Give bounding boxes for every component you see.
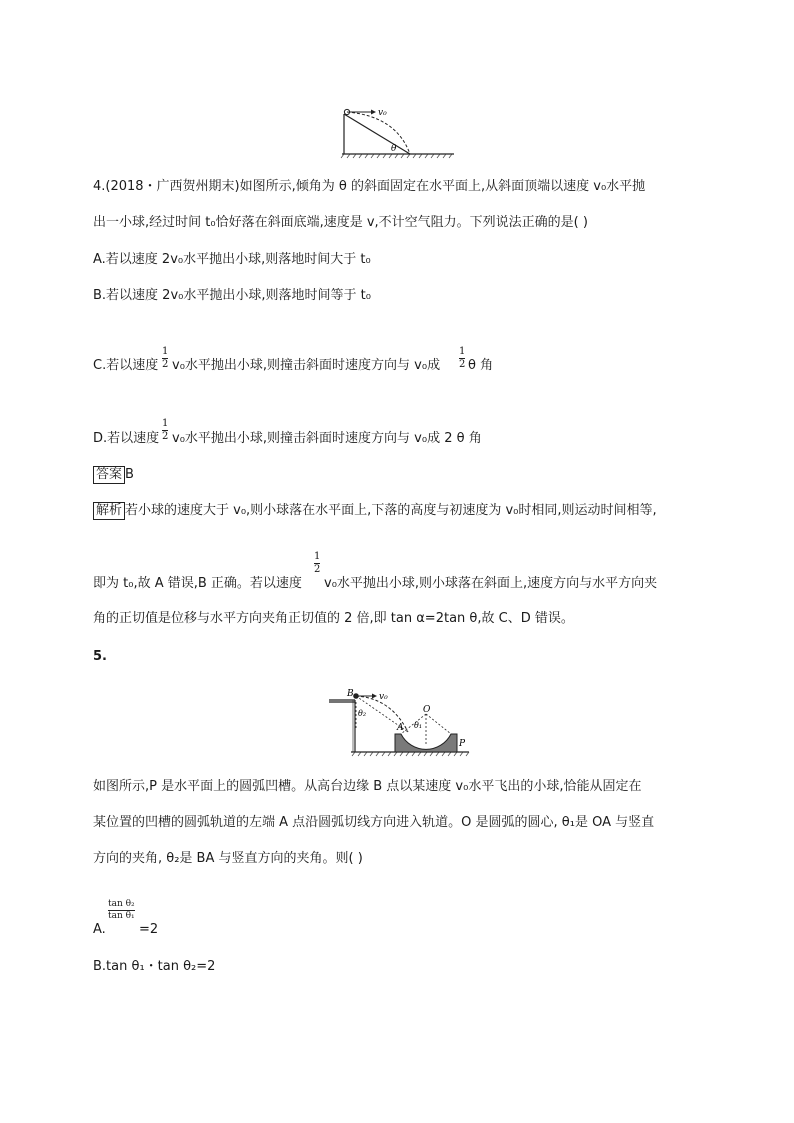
- theta-label: θ: [391, 144, 397, 154]
- q4-analysis-line2-prefix: 即为 t₀,故 A 错误,B 正确。若以速度: [93, 576, 302, 591]
- radius-o-right: [426, 714, 451, 734]
- fraction-denominator: 2: [162, 359, 169, 370]
- fraction-numerator: tan θ₂: [108, 899, 135, 909]
- fraction-denominator: 2: [162, 431, 169, 442]
- answer-label: 答案: [93, 466, 125, 484]
- point-p-label: P: [459, 739, 466, 749]
- q4-option-c-fraction: [162, 346, 168, 371]
- groove-ground: [351, 752, 469, 756]
- v0-arrowhead: [372, 694, 377, 699]
- q4-answer: [93, 466, 134, 484]
- q4-stem-line2: 出一小球,经过时间 t₀恰好落在斜面底端,速度是 v,不计空气阻力。下列说法正确的是( ): [93, 215, 588, 230]
- q4-option-d-prefix: D.若以速度: [93, 431, 160, 446]
- q4-line1: [93, 178, 645, 196]
- q4-analysis-line1: [93, 502, 657, 520]
- fraction-numerator: 1: [314, 551, 321, 562]
- fraction-denominator: 2: [314, 564, 321, 575]
- q4-option-b: B.若以速度 2v₀水平抛出小球,则落地时间等于 t₀: [93, 288, 371, 303]
- q4-stem-line1: (2018・广西贺州期末)如图所示,倾角为 θ 的斜面固定在水平面上,从斜面顶端以速度 v₀水平抛: [105, 179, 646, 194]
- platform: [329, 700, 355, 752]
- point-b-label: B: [347, 689, 354, 699]
- v0-label: v₀: [378, 108, 387, 118]
- incline-figure: [338, 100, 458, 162]
- q4-analysis-fraction: [314, 551, 320, 576]
- analysis-label: 解析: [93, 502, 125, 520]
- fraction-numerator: 1: [162, 346, 169, 357]
- q5-stem-line1: 如图所示,P 是水平面上的圆弧凹槽。从高台边缘 B 点以某速度 v₀水平飞出的小球,恰能从固定在: [93, 779, 642, 794]
- answer-value: B: [125, 467, 134, 482]
- fraction-denominator: 2: [459, 359, 466, 370]
- fraction-denominator: tan θ₁: [108, 911, 135, 921]
- q4-option-d-suffix: v₀水平抛出小球,则撞击斜面时速度方向与 v₀成 2 θ 角: [172, 431, 482, 446]
- theta2-label: θ₂: [358, 709, 367, 718]
- q5-stem-line2: 某位置的凹槽的圆弧轨道的左端 A 点沿圆弧切线方向进入轨道。O 是圆弧的圆心, θ₁是 OA 与竖直: [93, 815, 655, 830]
- q4-option-c-suffix: θ 角: [468, 358, 494, 373]
- q4-analysis-line2-suffix: v₀水平抛出小球,则小球落在斜面上,速度方向与水平方向夹: [324, 576, 658, 591]
- point-a-label: A: [397, 723, 404, 733]
- q5-option-a-label: A.: [93, 922, 106, 937]
- fraction-numerator: 1: [162, 418, 169, 429]
- q4-option-a: A.若以速度 2v₀水平抛出小球,则落地时间大于 t₀: [93, 252, 371, 267]
- q5-stem-line3: 方向的夹角, θ₂是 BA 与竖直方向的夹角。则( ): [93, 851, 363, 866]
- q4-option-c-prefix: C.若以速度: [93, 358, 159, 373]
- groove-figure: [325, 686, 475, 758]
- v0-label: v₀: [379, 692, 388, 702]
- q4-option-c-middle: v₀水平抛出小球,则撞击斜面时速度方向与 v₀成: [172, 358, 441, 373]
- theta1-label: θ₁: [414, 721, 423, 730]
- point-o-label: O: [423, 705, 431, 715]
- analysis-text-1: 若小球的速度大于 v₀,则小球落在水平面上,下落的高度与初速度为 v₀时相同,则运动时间相等,: [125, 503, 657, 518]
- q4-number: 4.: [93, 179, 106, 194]
- q4-analysis-line3: 角的正切值是位移与水平方向夹角正切值的 2 倍,即 tan α=2tan θ,故 C、D 错误。: [93, 611, 574, 626]
- incline-slope: [344, 114, 410, 154]
- q4-option-d-fraction: [162, 418, 168, 443]
- q4-option-c-fraction-2: [459, 346, 465, 371]
- q5-option-a-fraction: [108, 899, 135, 922]
- v0-arrowhead: [371, 110, 376, 115]
- incline-ground: [341, 154, 454, 158]
- q5-number: 5.: [93, 649, 107, 664]
- q5-option-a-value: =2: [139, 922, 159, 937]
- q5-option-b: B.tan θ₁・tan θ₂=2: [93, 959, 216, 974]
- fraction-numerator: 1: [459, 346, 466, 357]
